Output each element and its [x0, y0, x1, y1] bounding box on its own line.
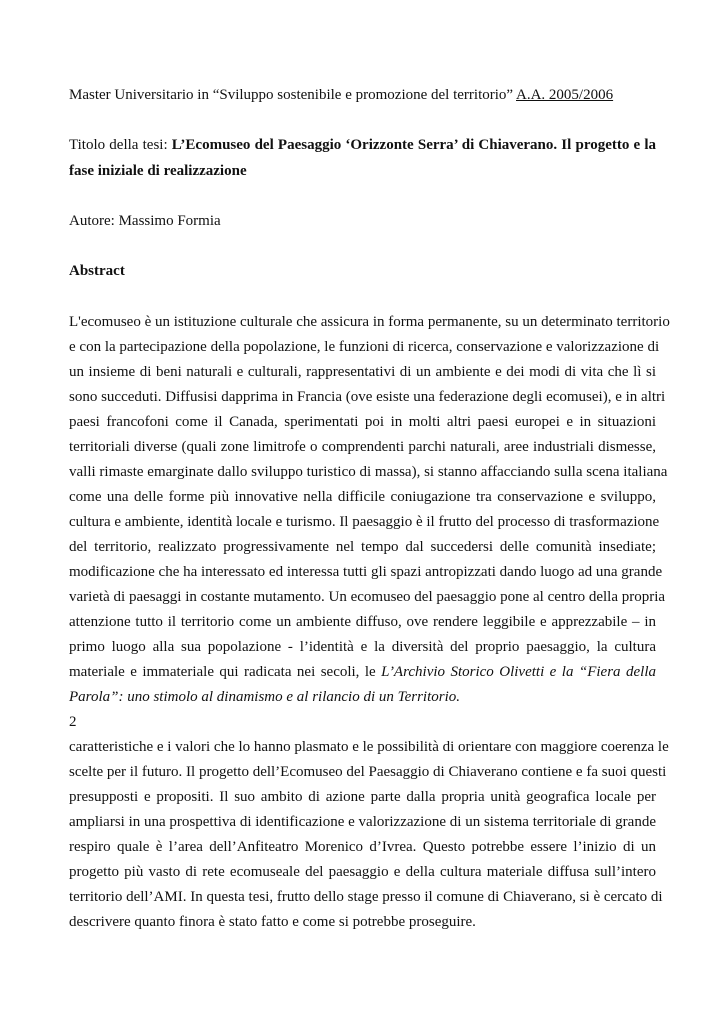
- abstract-line: valli rimaste emarginate dallo sviluppo turistico di massa), si stanno affacciando sulla scena italiana: [69, 464, 668, 480]
- continued-line: respiro quale è l’area dell’Anfiteatro Morenico d’Ivrea. Questo potrebbe essere l’inizio di un: [69, 839, 656, 855]
- abstract-line-italic-full: [69, 688, 656, 706]
- academic-year: A.A. 2005/2006: [516, 87, 614, 103]
- abstract-heading-text: Abstract: [69, 263, 125, 279]
- thesis-title-label: Titolo della tesi:: [69, 137, 168, 153]
- abstract-line: un insieme di beni naturali e culturali, rappresentativi di un ambiente e dei modi di vita che lì si: [69, 364, 656, 380]
- thesis-title-line-1: [69, 136, 656, 154]
- abstract-line: primo luogo alla sua popolazione - l’identità e la diversità del proprio paesaggio, la cultura: [69, 639, 656, 655]
- master-title: Master Universitario in “Sviluppo sostenibile e promozione del territorio”: [69, 87, 514, 103]
- abstract-line: paesi francofoni come il Canada, sperimentati poi in molti altri paesi europei e in situazioni: [69, 414, 656, 430]
- continued-line: ampliarsi in una prospettiva di identificazione e valorizzazione di un sistema territoriale di grande: [69, 814, 656, 830]
- abstract-line-mixed: [69, 663, 656, 681]
- abstract-line: modificazione che ha interessato ed interessa tutti gli spazi antropizzati dando luogo ad una grande: [69, 564, 663, 580]
- abstract-line: come una delle forme più innovative nella difficile coniugazione tra conservazione e sviluppo,: [69, 489, 656, 505]
- continued-line: caratteristiche e i valori che lo hanno plasmato e le possibilità di orientare con maggiore coerenza le: [69, 739, 669, 755]
- abstract-line: attenzione tutto il territorio come un ambiente diffuso, ove rendere leggibile e apprezzabile – in: [69, 614, 656, 630]
- abstract-line: L'ecomuseo è un istituzione culturale che assicura in forma permanente, su un determinato territorio: [69, 314, 670, 330]
- abstract-line: varietà di paesaggi in costante mutamento. Un ecomuseo del paesaggio pone al centro della propria: [69, 589, 666, 605]
- abstract-line: del territorio, realizzato progressivamente nel tempo dal succedersi delle comunità insediate;: [69, 539, 656, 555]
- continued-line: progetto più vasto di rete ecomuseale del paesaggio e della cultura materiale diffusa sull’intero: [69, 864, 656, 880]
- continued-line: territorio dell’AMI. In questa tesi, frutto dello stage presso il comune di Chiaverano, si è cercato di: [69, 889, 663, 905]
- last-line: descrivere quanto finora è stato fatto e come si potrebbe proseguire.: [69, 914, 476, 930]
- master-line: [69, 86, 656, 104]
- abstract-line-plain: materiale e immateriale qui radicata nei secoli, le: [69, 664, 376, 680]
- page-number: 2: [69, 714, 77, 730]
- abstract-line: territoriali diverse (quali zone limitrofe o comprendenti parchi naturali, aree industriali dismesse,: [69, 439, 656, 455]
- abstract-line: sono succeduti. Diffusisi dapprima in Francia (ove esiste una federazione degli ecomusei), e in altri: [69, 389, 666, 405]
- abstract-italic-text: Parola”: uno stimolo al dinamismo e al rilancio di un Territorio.: [69, 689, 461, 705]
- thesis-title-text-1: L’Ecomuseo del Paesaggio ‘Orizzonte Serra’ di Chiaverano. Il progetto e la: [171, 137, 657, 153]
- author-line: Autore: Massimo Formia: [69, 213, 221, 229]
- continued-line: scelte per il futuro. Il progetto dell’Ecomuseo del Paesaggio di Chiaverano contiene e fa suoi questi: [69, 764, 667, 780]
- thesis-title-line-2: [69, 162, 656, 180]
- continued-line: presupposti e propositi. Il suo ambito di azione parte dalla propria unità geografica locale per: [69, 789, 656, 805]
- abstract-line-italic: L’Archivio Storico Olivetti e la “Fiera della: [381, 664, 656, 680]
- abstract-heading: [69, 262, 656, 280]
- abstract-line: cultura e ambiente, identità locale e turismo. Il paesaggio è il frutto del processo di trasformazione: [69, 514, 660, 530]
- abstract-line: e con la partecipazione della popolazione, le funzioni di ricerca, conservazione e valorizzazione di: [69, 339, 660, 355]
- thesis-title-text-2: fase iniziale di realizzazione: [69, 163, 247, 179]
